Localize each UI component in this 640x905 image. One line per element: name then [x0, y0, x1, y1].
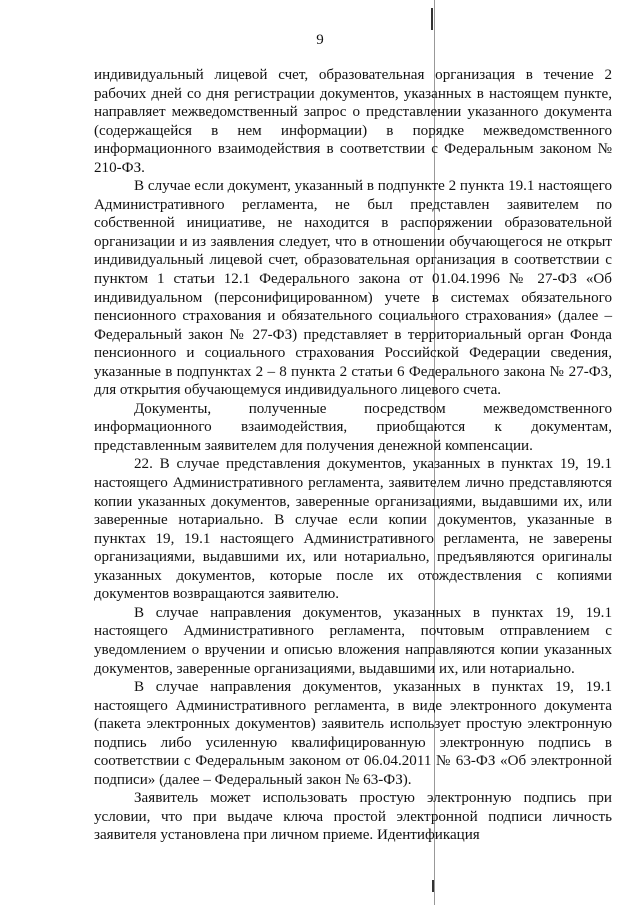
- paragraph-postal-submission: В случае направления документов, указанных в пунктах 19, 19.1 настоящего Административного регламента, почтовым отправлением с уведомлением о вручении и описью вложения направляются копии указанных документов, заверенные организациями, выдавшими их, или нотариально.: [94, 604, 612, 677]
- paragraph-item-22: 22. В случае представления документов, указанных в пунктах 19, 19.1 настоящего Административного регламента, заявителем лично представляются копии указанных документов, заверенные организациями, выдавшими их, или заверенные нотариально. В случае если копии документов, указанные в пунктах 19, 19.1 настоящего Административного регламента, не заверены организациями, выдавшими их, или нотариально, предъявляются оригиналы указанных документов, которые после их отождествления с копиями документов возвращаются заявителю.: [94, 456, 612, 603]
- page-number: 9: [316, 32, 324, 48]
- document-body: [94, 66, 612, 845]
- scan-mark-bottom: [432, 880, 434, 892]
- paragraph-continuation: индивидуальный лицевой счет, образовательная организация в течение 2 рабочих дней со дня регистрации документов, указанных в настоящем пункте, направляет межведомственный запрос о представлении указанного документа (содержащейся в нем информации) в порядке межведомственного информационного взаимодействия в соответствии с Федеральным законом № 210-ФЗ.: [94, 67, 612, 176]
- scan-mark-top: [431, 8, 433, 30]
- paragraph-electronic-submission: В случае направления документов, указанных в пунктах 19, 19.1 настоящего Административного регламента, в виде электронного документа (пакета электронных документов) заявитель использует простую электронную подпись либо усиленную квалифицированную электронную подпись в соответствии с Федеральным законом от 06.04.2011 № 63-ФЗ «Об электронной подписи» (далее – Федеральный закон № 63-ФЗ).: [94, 679, 612, 788]
- paragraph-pension-account: В случае если документ, указанный в подпункте 2 пункта 19.1 настоящего Административного регламента, не был представлен заявителем по собственной инициативе, не находится в распоряжении образовательной организации и из заявления следует, что в отношении обучающегося не открыт индивидуальный лицевой счет, образовательная организация в соответствии с пунктом 1 статьи 12.1 Федерального закона от 01.04.1996 № 27-ФЗ «Об индивидуальном (персонифицированном) учете в системах обязательного пенсионного страхования и обязательного социального страхования» (далее – Федеральный закон № 27-ФЗ) представляет в территориальный орган Фонда пенсионного и социального страхования Российской Федерации сведения, указанные в подпунктах 2 – 8 пункта 2 статьи 6 Федерального закона № 27-ФЗ, для открытия обучающемуся индивидуального лицевого счета.: [94, 178, 612, 399]
- paragraph-simple-signature: Заявитель может использовать простую электронную подпись при условии, что при выдаче ключа простой электронной подписи личность заявителя установлена при личном приеме. Идентификация: [94, 790, 612, 844]
- paragraph-interagency-documents: Документы, полученные посредством межведомственного информационного взаимодействия, приобщаются к документам, представленным заявителем для получения денежной компенсации.: [94, 400, 612, 454]
